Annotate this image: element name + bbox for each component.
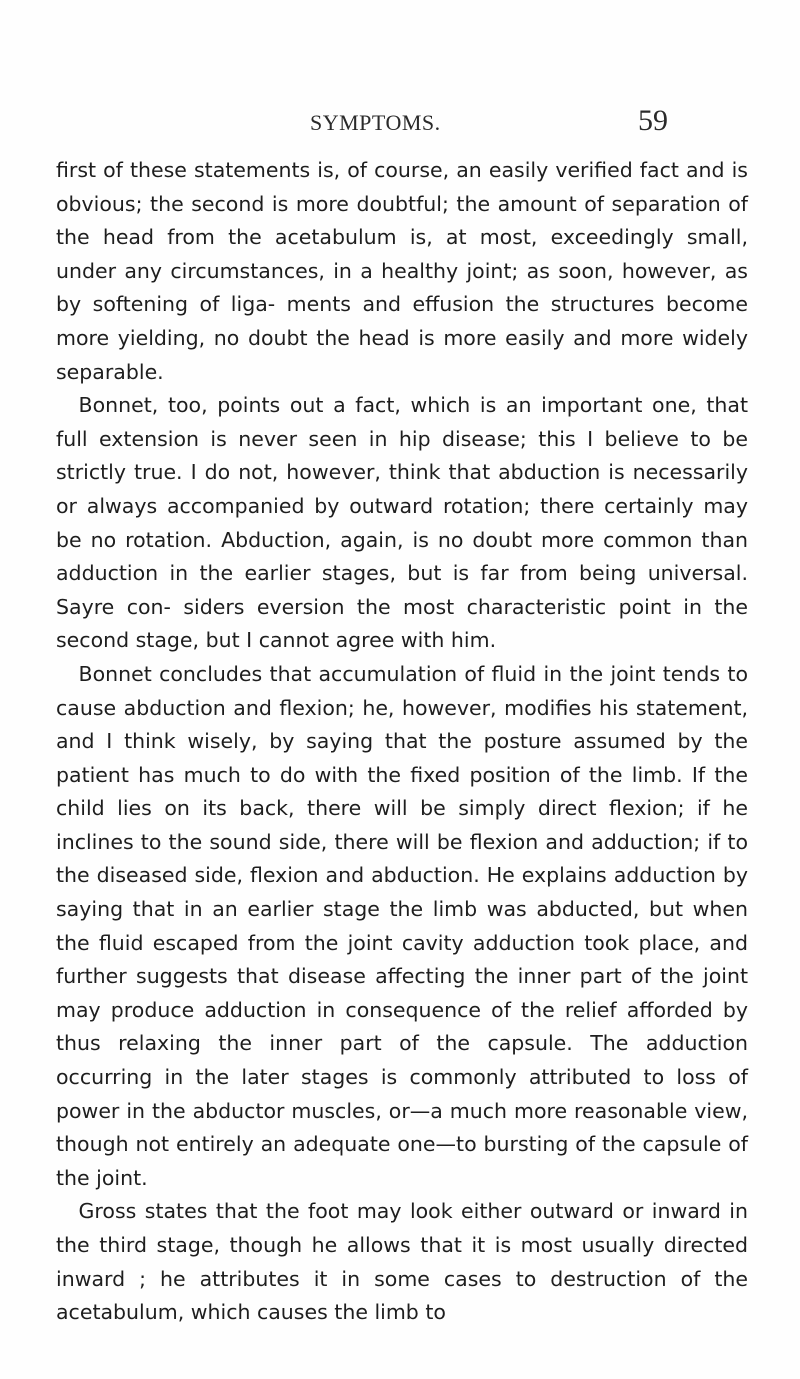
running-title: SYMPTOMS. (310, 110, 441, 135)
paragraph-continuation: first of these statements is, of course, an easily verified fact and is obvious; the second is more doubtful; the amount of separation of the head from the acetabulum is, at most, exceedingly small, under any circumstances, in a healthy joint; as soon, however, as by softening of liga- ments and effusion the structures become more yielding, no doubt the head is more easily and more widely separable. (56, 158, 748, 384)
paragraph-bonnet-extension: Bonnet, too, points out a fact, which is an important one, that full extension is never seen in hip disease; this I believe to be strictly true. I do not, however, think that abduction is necessarily or always accompanied by outward rotation; there certainly may be no rotation. Abduction, again, is no doubt more common than adduction in the earlier stages, but is far from being universal. Sayre con- siders eversion the most characteristic point in the second stage, but I cannot agree with him. (56, 393, 748, 653)
page-number: 59 (638, 104, 668, 137)
body-text (56, 154, 748, 1330)
paragraph-gross: Gross states that the foot may look either outward or inward in the third stage, though he allows that it is most usually directed inward ; he attributes it in some cases to destruction of the acetabulum, which causes the limb to (56, 1199, 748, 1325)
paragraph-bonnet-fluid: Bonnet concludes that accumulation of fluid in the joint tends to cause abduction and flexion; he, however, modifies his statement, and I think wisely, by saying that the posture assumed by the patient has much to do with the fixed position of the limb. If the child lies on its back, there will be simply direct flexion; if he inclines to the sound side, there will be flexion and adduction; if to the diseased side, flexion and abduction. He explains adduction by saying that in an earlier stage the limb was abducted, but when the fluid escaped from the joint cavity adduction took place, and further suggests that disease affecting the inner part of the joint may produce adduction in consequence of the relief afforded by thus relaxing the inner part of the capsule. The adduction occurring in the later stages is commonly attributed to loss of power in the abductor muscles, or—a much more reasonable view, though not entirely an adequate one—to bursting of the capsule of the joint. (56, 661, 748, 1190)
running-head (0, 104, 800, 140)
